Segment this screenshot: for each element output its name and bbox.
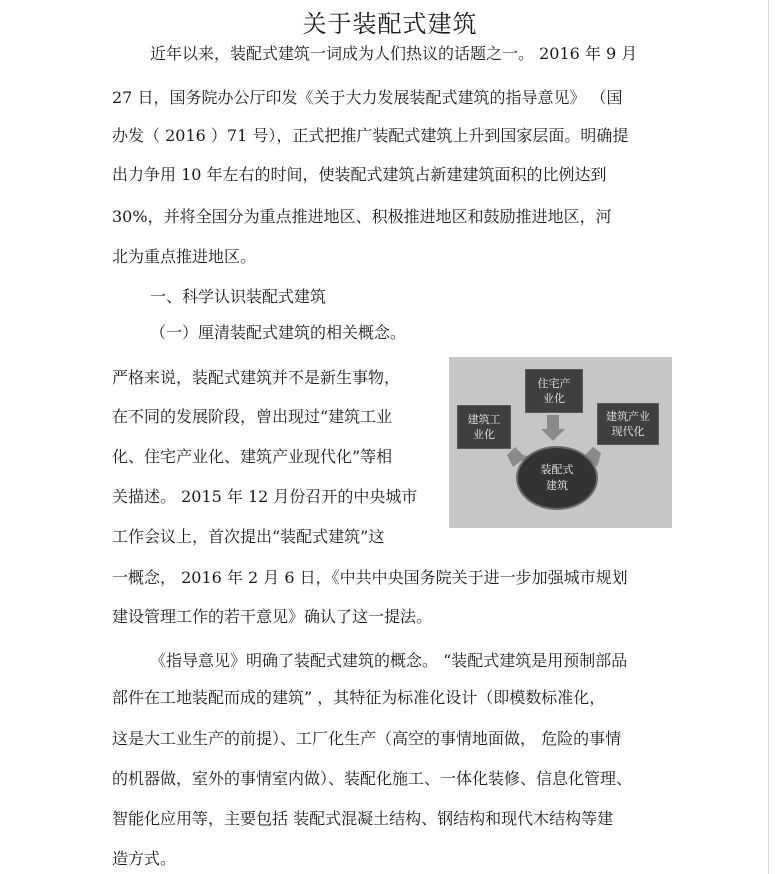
paragraph-line: 化、住宅产业化、建筑产业现代化”等相 <box>112 447 393 466</box>
paragraph-line: 27 日，国务院办公厅印发《关于大力发展装配式建筑的指导意见》 （国 <box>112 88 623 107</box>
section-heading: 一、科学认识装配式建筑 <box>150 287 327 306</box>
paragraph-line: 部件在工地装配而成的建筑” ，其特征为标准化设计（即模数标准化， <box>112 688 606 707</box>
figure-box-housing-industrialization: 住宅产 业化 <box>525 369 583 413</box>
paragraph-line: 这是大工业生产的前提）、工厂化生产（高空的事情地面做， 危险的事情 <box>112 729 622 748</box>
paragraph-line: 出力争用 10 年左右的时间，使装配式建筑占新建建筑面积的比例达到 <box>112 165 607 184</box>
paragraph-line: 的机器做，室外的事情室内做）、装配化施工、一体化装修、信息化管理、 <box>112 769 633 788</box>
paragraph-line: 《指导意见》明确了装配式建筑的概念。 “装配式建筑是用预制部品 <box>150 651 628 670</box>
paragraph-line: 在不同的发展阶段，曾出现过“建筑工业 <box>112 407 393 426</box>
paragraph-line: 智能化应用等，主要包括 装配式混凝土结构、钢结构和现代木结构等建 <box>112 809 614 828</box>
paragraph-line: 关描述。 2015 年 12 月份召开的中央城市 <box>112 487 418 506</box>
paragraph-line: 近年以来，装配式建筑一词成为人们热议的话题之一。 2016 年 9 月 <box>150 44 638 63</box>
document-title: 关于装配式建筑 <box>302 10 478 38</box>
paragraph-line: 30%，并将全国分为重点推进地区、积极推进地区和鼓励推进地区，河 <box>112 207 612 226</box>
figure-box-construction-industrialization: 建筑工 业化 <box>457 405 511 449</box>
paragraph-line: 北为重点推进地区。 <box>112 247 257 266</box>
paragraph-line: 造方式。 <box>112 849 177 868</box>
subsection-heading: （一）厘清装配式建筑的相关概念。 <box>150 323 407 342</box>
figure-box-construction-modernization: 建筑产业 现代化 <box>597 403 659 445</box>
paragraph-line: 建设管理工作的若干意见》确认了这一提法。 <box>112 607 433 626</box>
paragraph-line: 严格来说，装配式建筑并不是新生事物， <box>112 368 401 387</box>
arrow-down-icon <box>541 415 565 441</box>
paragraph-line: 一概念， 2016 年 2 月 6 日，《中共中央国务院关于进一步加强城市规划 <box>112 568 628 587</box>
paragraph-line: 办发（ 2016 ）71 号），正式把推广装配式建筑上升到国家层面。明确提 <box>112 126 629 145</box>
paragraph-line: 工作会议上，首次提出“装配式建筑”这 <box>112 527 385 546</box>
concept-figure <box>449 357 672 528</box>
figure-circle-prefabricated-building: 装配式 建筑 <box>516 446 598 510</box>
